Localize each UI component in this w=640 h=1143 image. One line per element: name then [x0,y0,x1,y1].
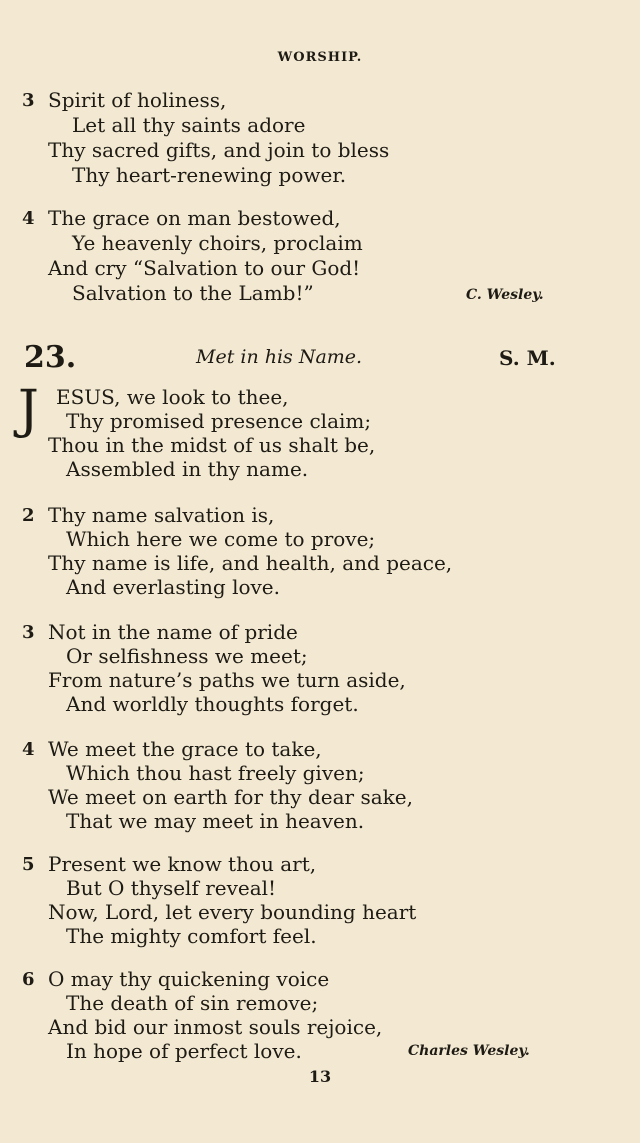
verse-line: Salvation to the Lamb!” [72,281,314,305]
verse-line: Not in the name of pride [48,620,298,644]
verse-line: Thy name salvation is, [48,503,275,527]
hymn-title: Met in his Name. [196,346,363,368]
verse-line: ESUS, we look to thee, [56,385,289,409]
verse-line: And worldly thoughts forget. [66,692,359,716]
verse-line: Thy promised presence claim; [66,409,372,433]
author-credit: Charles Wesley. [408,1043,530,1059]
verse-line: Which here we come to prove; [66,527,376,551]
section-header: WORSHIP. [277,50,363,65]
verse-line: And everlasting love. [66,575,281,599]
verse-line: Let all thy saints adore [72,113,306,137]
stanza-number: 5 [22,854,35,875]
verse-line: That we may meet in heaven. [66,809,365,833]
verse-line: Or selfishness we meet; [66,644,308,668]
verse-line: Now, Lord, let every bounding heart [48,900,417,924]
verse-line: Thy sacred gifts, and join to bless [48,138,390,162]
verse-line: Which thou hast freely given; [66,761,365,785]
hymn-meter: S. M. [499,346,556,370]
verse-line: The death of sin remove; [66,991,319,1015]
verse-line: Thy name is life, and health, and peace, [48,551,453,575]
stanza-number: 3 [22,622,35,643]
verse-line: And cry “Salvation to our God! [48,256,361,280]
stanza-number: 2 [22,505,35,526]
stanza-number: 6 [22,969,35,990]
verse-line: Assembled in thy name. [66,457,309,481]
verse-line: We meet the grace to take, [48,737,322,761]
verse-line: Ye heavenly choirs, proclaim [72,231,363,255]
page-number: 13 [308,1067,332,1086]
hymn-number: 23. [24,340,77,375]
verse-line: Present we know thou art, [48,852,317,876]
stanza-number: 3 [22,90,35,111]
drop-cap: J [18,380,39,440]
author-credit: C. Wesley. [466,287,544,303]
verse-line: In hope of perfect love. [66,1039,302,1063]
stanza-number: 4 [22,208,35,229]
verse-line: Spirit of holiness, [48,88,227,112]
verse-line: O may thy quickening voice [48,967,330,991]
verse-line: The mighty comfort feel. [66,924,317,948]
verse-line: The grace on man bestowed, [48,206,341,230]
verse-line: From nature’s paths we turn aside, [48,668,406,692]
stanza-number: 4 [22,739,35,760]
verse-line: And bid our inmost souls rejoice, [48,1015,383,1039]
verse-line: Thy heart-renewing power. [72,163,347,187]
verse-line: But O thyself reveal! [66,876,277,900]
verse-line: Thou in the midst of us shalt be, [48,433,376,457]
verse-line: We meet on earth for thy dear sake, [48,785,413,809]
